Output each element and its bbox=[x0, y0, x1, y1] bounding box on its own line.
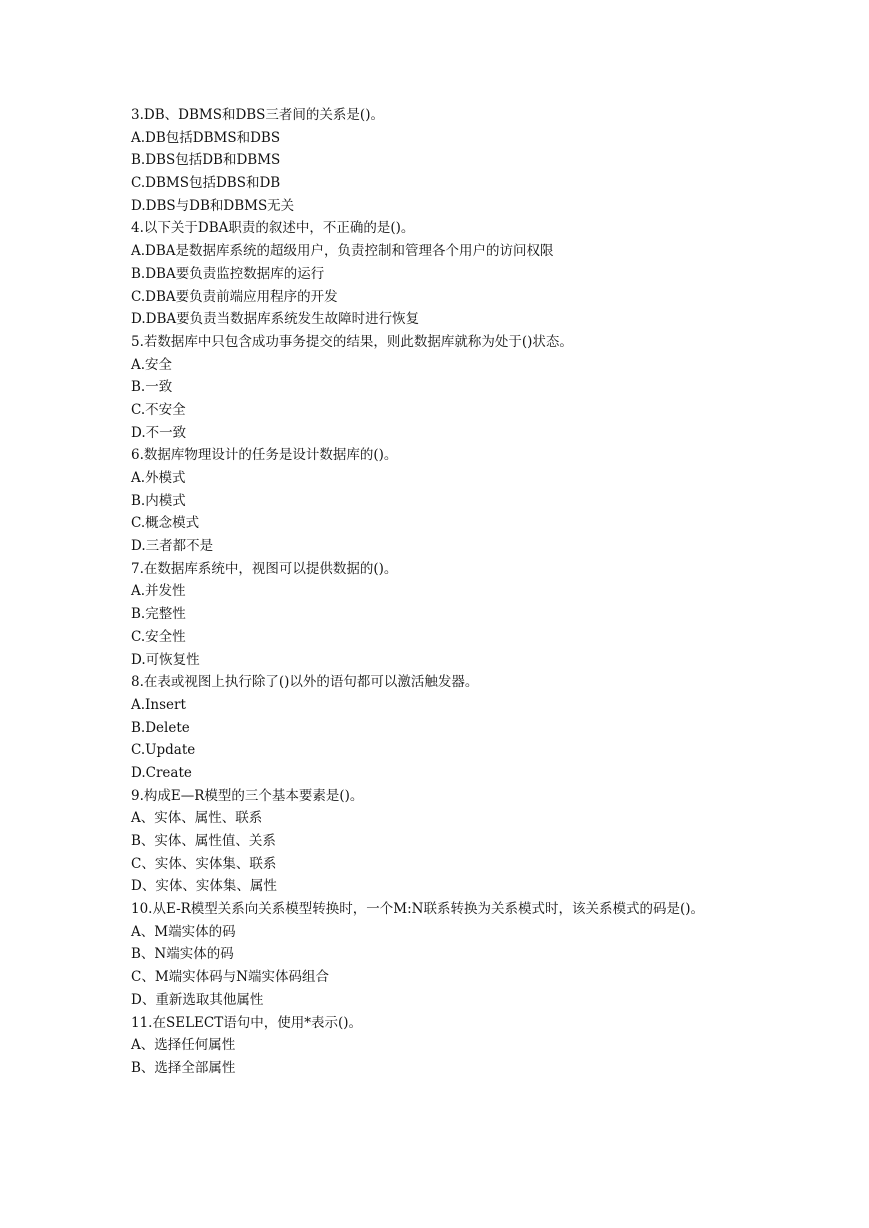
question-5 bbox=[131, 331, 751, 444]
option-c: C.不安全 bbox=[131, 401, 186, 418]
option-b: B.Delete bbox=[131, 719, 190, 736]
option-a: A、M端实体的码 bbox=[131, 923, 236, 940]
question-stem: 7.在数据库系统中，视图可以提供数据的()。 bbox=[131, 560, 398, 577]
question-stem: 11.在SELECT语句中，使用*表示()。 bbox=[131, 1014, 363, 1031]
option-c: C.概念模式 bbox=[131, 515, 200, 532]
option-d: D.Create bbox=[131, 764, 192, 781]
option-c: C、实体、实体集、联系 bbox=[131, 855, 277, 872]
option-c: C.DBMS包括DBS和DB bbox=[131, 175, 281, 192]
option-d: D、实体、实体集、属性 bbox=[131, 878, 277, 895]
question-stem: 6.数据库物理设计的任务是设计数据库的()。 bbox=[131, 447, 398, 464]
question-stem: 5.若数据库中只包含成功事务提交的结果，则此数据库就称为处于()状态。 bbox=[131, 333, 573, 350]
option-a: A.并发性 bbox=[131, 583, 186, 600]
option-d: D、重新选取其他属性 bbox=[131, 991, 264, 1008]
question-stem: 9.构成E—R模型的三个基本要素是()。 bbox=[131, 787, 364, 804]
question-6 bbox=[131, 444, 751, 557]
option-b: B、N端实体的码 bbox=[131, 946, 234, 963]
option-b: B、选择全部属性 bbox=[131, 1059, 236, 1076]
document-page bbox=[131, 104, 751, 1080]
option-c: C.DBA要负责前端应用程序的开发 bbox=[131, 288, 338, 305]
question-7 bbox=[131, 558, 751, 671]
option-d: D.三者都不是 bbox=[131, 538, 214, 555]
question-stem: 8.在表或视图上执行除了()以外的语句都可以激活触发器。 bbox=[131, 674, 479, 691]
option-a: A.外模式 bbox=[131, 470, 186, 486]
option-a: A.DBA是数据库系统的超级用户，负责控制和管理各个用户的访问权限 bbox=[131, 243, 554, 260]
option-b: B.一致 bbox=[131, 379, 173, 396]
option-d: D.不一致 bbox=[131, 424, 187, 441]
option-c: C.安全性 bbox=[131, 628, 186, 645]
question-3 bbox=[131, 104, 751, 217]
option-d: D.可恢复性 bbox=[131, 651, 200, 668]
option-d: D.DBA要负责当数据库系统发生故障时进行恢复 bbox=[131, 311, 420, 328]
option-d: D.DBS与DB和DBMS无关 bbox=[131, 197, 295, 214]
question-11 bbox=[131, 1012, 751, 1080]
option-b: B.完整性 bbox=[131, 606, 186, 623]
option-c: C.Update bbox=[131, 742, 196, 759]
option-a: A.安全 bbox=[131, 356, 173, 373]
option-b: B.内模式 bbox=[131, 492, 186, 509]
question-stem: 4.以下关于DBA职责的叙述中，不正确的是()。 bbox=[131, 220, 415, 237]
question-9 bbox=[131, 785, 751, 898]
option-a: A.DB包括DBMS和DBS bbox=[131, 129, 281, 146]
option-b: B.DBS包括DB和DBMS bbox=[131, 152, 281, 169]
question-4 bbox=[131, 217, 751, 330]
option-b: B.DBA要负责监控数据库的运行 bbox=[131, 265, 325, 282]
question-stem: 10.从E-R模型关系向关系模型转换时，一个M:N联系转换为关系模式时，该关系模式的码是()。 bbox=[131, 901, 705, 918]
option-a: A、选择任何属性 bbox=[131, 1037, 236, 1054]
question-8 bbox=[131, 671, 751, 784]
option-c: C、M端实体码与N端实体码组合 bbox=[131, 969, 329, 986]
option-b: B、实体、属性值、关系 bbox=[131, 833, 276, 849]
question-10 bbox=[131, 898, 751, 1011]
question-stem: 3.DB、DBMS和DBS三者间的关系是()。 bbox=[131, 107, 384, 123]
option-a: A.Insert bbox=[131, 696, 186, 713]
option-a: A、实体、属性、联系 bbox=[131, 810, 263, 827]
